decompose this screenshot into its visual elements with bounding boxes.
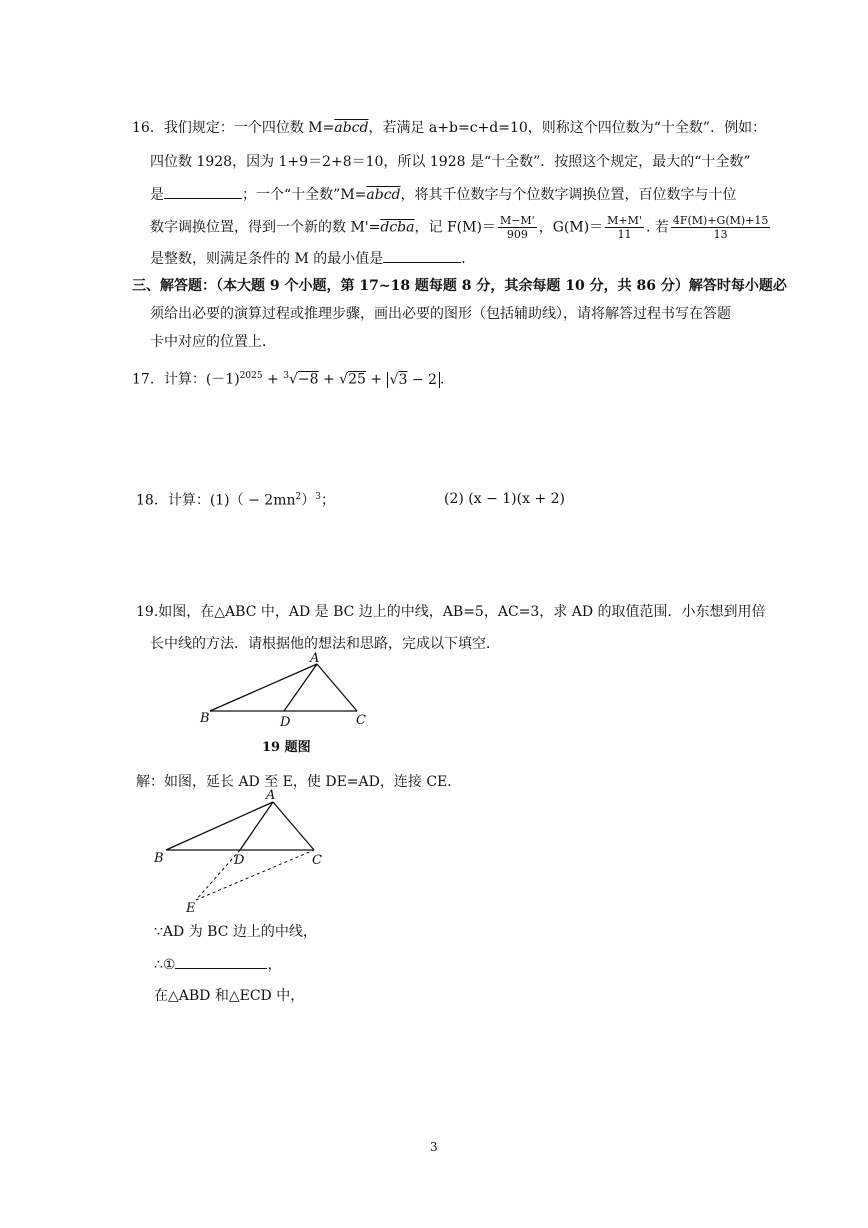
- q16-line5: 是整数，则满足条件的 M 的最小值是 ．: [150, 248, 475, 269]
- q19-therefore: ∴① ，: [154, 954, 281, 975]
- label-d: D: [280, 715, 291, 730]
- solution-figure: [148, 784, 338, 914]
- q18-part1: 18．计算：$(1)( - 2mn^2)^3$；: [136, 492, 335, 509]
- q18-part2: (2) (x − 1)(x + 2): [444, 491, 565, 507]
- g-fraction: $\frac{M+M'}{11}$: [607, 214, 642, 241]
- abs-value: √3 − 2: [387, 372, 440, 388]
- section3-line2: 须给出必要的演算过程或推理步骤，画出必要的图形（包括辅助线），请将解答过程书写在答题: [150, 306, 731, 322]
- q16-line4: 数字调换位置，得到一个新的数 M'=dcba，记 F(M)＝ $\frac{M-M'}{909}$ ，G(M)＝ $\frac{M+M'}{11}$ . 若 $\frac{4F(M)+G(M)+15}{13}$: [150, 214, 769, 241]
- q16-line3: 是 ；一个“十全数”M=abcd，将其千位数字与个位数字调换位置，百位数字与十位: [150, 184, 737, 205]
- f-fraction: $\frac{M-M'}{909}$: [499, 214, 535, 241]
- q19-in-triangles: 在△ABD 和△ECD 中，: [154, 988, 305, 1004]
- label-a: A: [310, 651, 320, 666]
- answer-blank-3: [175, 954, 267, 969]
- q16-line1: 16．我们规定：一个四位数 M=abcd，若满足 a+b=c+d=10，则称这个四位数为“十全数”．例如：: [132, 120, 767, 136]
- segment-ce-dashed: [196, 850, 314, 900]
- label-e: E: [186, 901, 196, 914]
- q19-line2: 长中线的方法．请根据他的想法和思路，完成以下填空．: [150, 636, 500, 652]
- figure-19-caption: 19 题图: [262, 740, 311, 755]
- label-a: A: [266, 788, 276, 803]
- page-number: 3: [430, 1140, 438, 1154]
- h-fraction: $\frac{4F(M)+G(M)+15}{13}$: [672, 214, 769, 241]
- segment-ac: [273, 802, 314, 850]
- label-c: C: [312, 853, 322, 868]
- section3-line3: 卡中对应的位置上．: [150, 334, 276, 350]
- figure-19: [190, 646, 380, 731]
- section3-line1: 三、解答题：（本大题 9 个小题，第 17~18 题每题 8 分，其余每题 10 分，共 86 分）解答时每小题必: [132, 278, 787, 294]
- q19-because: ∵AD 为 BC 边上的中线，: [154, 924, 317, 940]
- label-b: B: [154, 851, 164, 866]
- segment-ac: [317, 664, 357, 711]
- label-b: B: [200, 711, 210, 726]
- q19-line1: 19.如图，在△ABC 中，AD 是 BC 边上的中线，AB=5，AC=3，求 AD 的取值范围．小东想到用倍: [136, 604, 766, 620]
- q17: 17．计算：$(-1)^{2025} + ^3√-8 + √25 + √3 - 2$ .: [132, 371, 445, 388]
- label-c: C: [356, 713, 366, 728]
- q19-solution-intro: 解：如图，延长 AD 至 E，使 DE=AD，连接 CE．: [136, 774, 462, 790]
- q16-line2: 四位数 1928，因为 1+9＝2+8＝10，所以 1928 是“十全数”．按照这个规定，最大的“十全数”: [150, 154, 751, 170]
- answer-blank-2: [383, 248, 461, 263]
- answer-blank-1: [164, 184, 242, 199]
- label-d: D: [234, 853, 245, 868]
